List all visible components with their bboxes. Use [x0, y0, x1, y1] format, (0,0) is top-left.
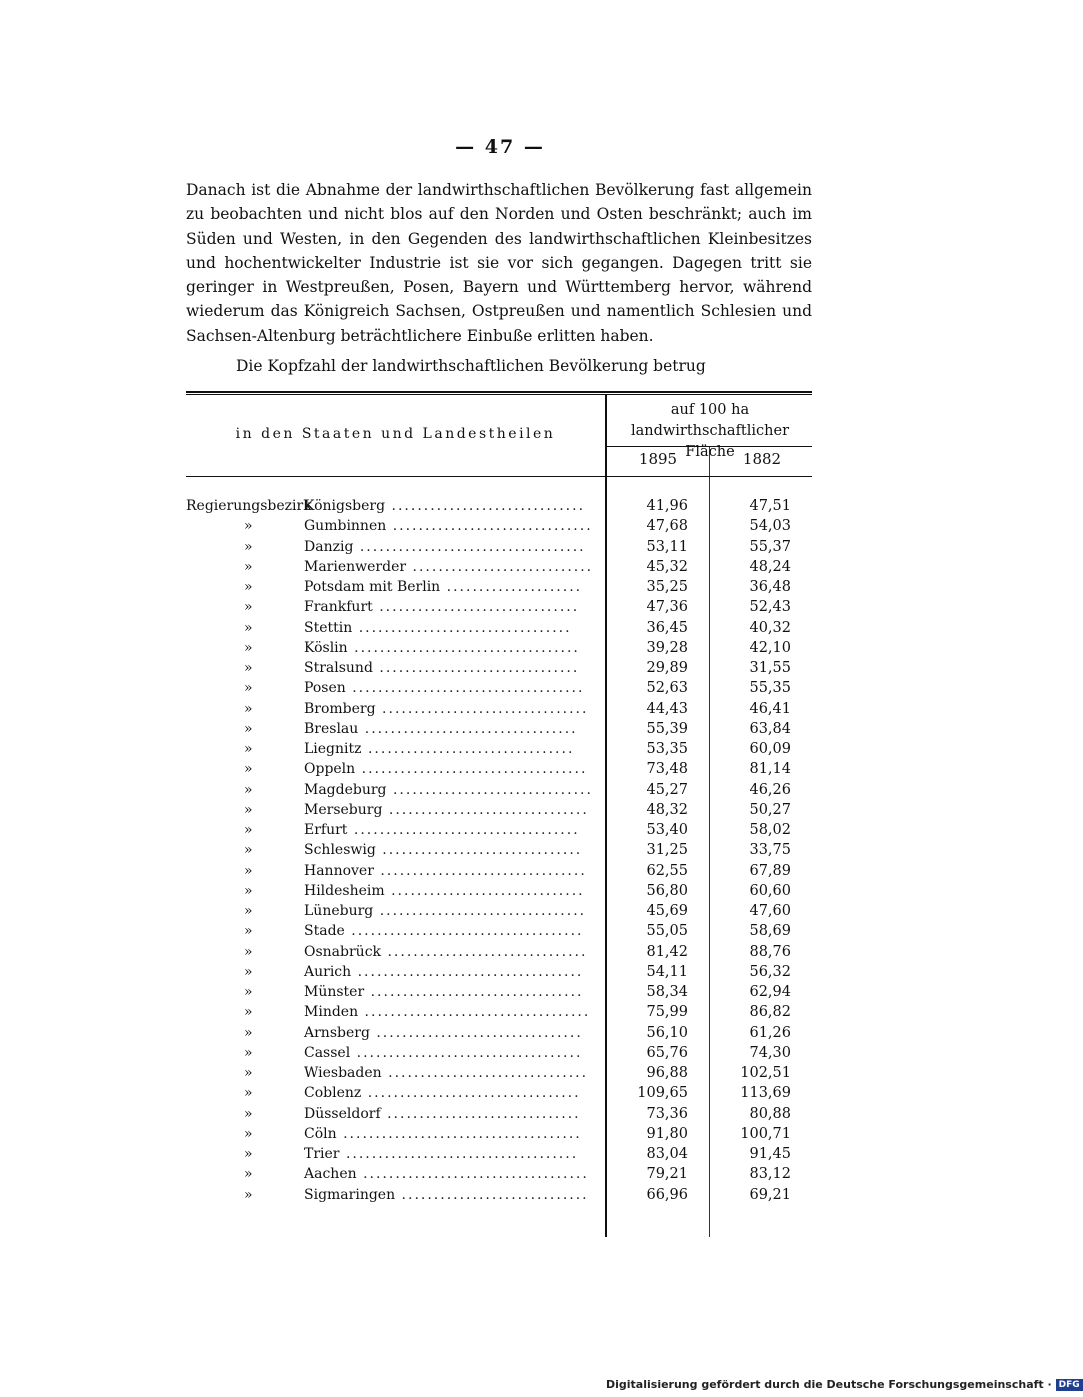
ditto-mark: »	[244, 1125, 253, 1142]
value-1882: 55,37	[749, 538, 791, 555]
row-label	[186, 759, 591, 779]
table-row	[186, 699, 812, 719]
year-header-1882: 1882	[742, 450, 782, 468]
table-row	[186, 1002, 812, 1022]
group-header-line-2: landwirthschaftlicher Fläche	[630, 423, 790, 460]
dot-leader: .............................	[395, 1186, 589, 1203]
row-label	[186, 982, 591, 1002]
row-label	[186, 658, 591, 678]
ditto-mark: »	[244, 1044, 253, 1061]
table-header-rule	[186, 476, 812, 477]
dot-leader: ...................................	[356, 1166, 589, 1183]
region-name: Merseburg	[304, 801, 383, 818]
dot-leader: ...................................	[350, 1044, 583, 1061]
dot-leader: .................................	[358, 720, 578, 737]
value-1895: 79,21	[646, 1166, 688, 1183]
value-1882: 91,45	[749, 1146, 791, 1162]
value-1882: 47,51	[749, 498, 791, 514]
region-name: Aachen	[304, 1166, 357, 1183]
table-row	[186, 800, 812, 820]
region-name: Sigmaringen	[304, 1186, 396, 1203]
ditto-mark: »	[244, 680, 253, 697]
region-name: Aurich	[304, 963, 352, 980]
value-1895: 56,80	[646, 882, 688, 899]
ditto-mark: »	[244, 1186, 253, 1203]
dot-leader: ...................................	[347, 822, 580, 838]
dfg-logo: DFG	[1056, 1379, 1083, 1391]
table-row	[186, 719, 812, 739]
value-1882: 81,14	[749, 761, 791, 778]
region-name: Stettin	[304, 619, 353, 636]
value-1895: 73,36	[646, 1105, 688, 1122]
dot-leader: ................................	[375, 700, 589, 717]
dot-leader: ...................................	[347, 639, 580, 656]
footer-credit	[606, 1378, 1083, 1391]
table-row	[186, 638, 812, 658]
dot-leader: ............................	[406, 558, 594, 575]
row-label	[186, 1083, 591, 1103]
dot-leader: ................................	[373, 903, 587, 919]
row-label	[186, 678, 591, 698]
row-label	[186, 840, 591, 860]
region-name: Danzig	[304, 538, 354, 555]
footer-text: Digitalisierung gefördert durch die Deutsche Forschungsgemeinschaft ·	[606, 1378, 1052, 1391]
dot-leader: .................................	[364, 984, 584, 1000]
value-1882: 54,03	[749, 518, 791, 535]
dot-leader: ...............................	[382, 801, 589, 818]
dot-leader: .....................	[440, 579, 583, 595]
value-1895: 53,35	[646, 741, 688, 757]
value-1895: 55,39	[646, 720, 688, 737]
ditto-mark: »	[244, 1085, 253, 1102]
ditto-mark: »	[244, 1166, 253, 1183]
dot-leader: ...................................	[351, 963, 584, 980]
ditto-mark: »	[244, 1105, 253, 1122]
row-label	[186, 699, 591, 719]
region-name: Cassel	[304, 1044, 351, 1061]
region-name: Düsseldorf	[304, 1105, 381, 1122]
ditto-mark: »	[244, 943, 253, 960]
value-1895: 96,88	[646, 1065, 688, 1081]
dot-leader: ...................................	[355, 761, 588, 778]
ditto-mark: »	[244, 1004, 253, 1021]
ditto-mark: »	[244, 720, 253, 737]
region-name: Posen	[304, 680, 346, 697]
value-1882: 67,89	[749, 862, 791, 879]
value-1882: 60,09	[749, 741, 791, 757]
value-1895: 62,55	[646, 862, 688, 879]
table-row	[186, 1083, 812, 1103]
dot-leader: ....................................	[344, 923, 584, 940]
row-label	[186, 942, 591, 962]
region-name: Gumbinnen	[304, 518, 387, 535]
dot-leader: ................................	[373, 862, 587, 879]
ditto-mark: »	[244, 984, 253, 1000]
ditto-mark: »	[244, 538, 253, 555]
value-1882: 46,41	[749, 700, 791, 717]
region-name: Potsdam mit Berlin	[304, 579, 441, 595]
row-label	[186, 820, 591, 840]
row-label	[186, 1164, 591, 1184]
dot-leader: ...............................	[372, 660, 580, 676]
ditto-mark: »	[244, 660, 253, 676]
ditto-mark: »	[244, 781, 253, 798]
ditto-mark: »	[244, 903, 253, 919]
value-1895: 45,69	[646, 903, 688, 919]
dot-leader: ................................	[369, 1024, 583, 1041]
region-name: Frankfurt	[304, 599, 373, 616]
value-1895: 55,05	[646, 923, 688, 940]
ditto-mark: »	[244, 639, 253, 656]
value-1882: 55,35	[749, 680, 791, 697]
value-1882: 33,75	[749, 842, 791, 859]
group-header-line-1: auf 100 ha	[670, 402, 750, 418]
table-row	[186, 537, 812, 557]
table-row	[186, 1185, 812, 1205]
ditto-mark: »	[244, 518, 253, 535]
region-name: Schleswig	[304, 842, 376, 859]
region-name: Wiesbaden	[304, 1065, 382, 1081]
value-1882: 83,12	[749, 1166, 791, 1183]
region-name: Stralsund	[304, 660, 373, 676]
region-name: Minden	[304, 1004, 359, 1021]
stub-header: in den Staaten und Landestheilen	[235, 426, 556, 442]
value-1895: 31,25	[646, 842, 688, 859]
row-label	[186, 719, 591, 739]
dot-leader: ..............................	[380, 1105, 581, 1122]
region-name: Oppeln	[304, 761, 356, 778]
region-name: Liegnitz	[304, 741, 362, 757]
row-label	[186, 557, 594, 577]
value-1882: 100,71	[740, 1125, 791, 1142]
region-name: Trier	[304, 1146, 340, 1162]
value-1895: 91,80	[646, 1125, 688, 1142]
dot-leader: ...............................	[375, 842, 583, 859]
region-name: Arnsberg	[304, 1024, 370, 1041]
dot-leader: ...................................	[358, 1004, 591, 1021]
region-name: Hildesheim	[304, 882, 385, 899]
dot-leader: ................................	[361, 741, 575, 757]
region-name: Bromberg	[304, 700, 376, 717]
value-1895: 53,11	[646, 538, 688, 555]
table-row	[186, 557, 812, 577]
row-label	[186, 921, 591, 941]
dot-leader: .................................	[361, 1085, 581, 1102]
region-name: Königsberg	[304, 498, 386, 514]
row-label	[186, 1104, 591, 1124]
row-label	[186, 1185, 591, 1205]
row-label	[186, 516, 591, 536]
row-label	[186, 1063, 591, 1083]
value-1882: 50,27	[749, 801, 791, 818]
value-1895: 45,27	[646, 781, 688, 798]
ditto-mark: »	[244, 700, 253, 717]
table-row	[186, 1164, 812, 1184]
year-header-1895: 1895	[638, 450, 678, 468]
table-body	[186, 496, 812, 1205]
table-row	[186, 739, 812, 759]
row-label	[186, 1043, 591, 1063]
dot-leader: ...............................	[386, 518, 593, 535]
ditto-mark: »	[244, 761, 253, 778]
body-paragraph: Danach ist die Abnahme der landwirthschaftlichen Bevölkerung fast allgemein zu beobachten und nicht blos auf den Norden und Osten beschränkt; auch im Süden und Westen, in den Gegenden des landwirthschaftlichen Kleinbesitzes und hochentwickelter Industrie ist sie vor sich gegangen. Dagegen tritt sie geringer in Westpreußen, Posen, Bayern und Württemberg hervor, während wiederum das Königreich Sachsen, Ostpreußen und namentlich Schlesien und Sachsen-Altenburg beträchtlichere Einbuße erlitten haben.	[186, 181, 812, 345]
region-name: Köslin	[304, 639, 348, 656]
region-name: Münster	[304, 984, 365, 1000]
value-1895: 45,32	[646, 558, 688, 575]
row-label	[186, 1124, 591, 1144]
table-row	[186, 962, 812, 982]
value-1882: 102,51	[740, 1065, 791, 1081]
value-1895: 53,40	[646, 822, 688, 838]
row-label	[186, 1023, 591, 1043]
ditto-mark: »	[244, 1146, 253, 1162]
row-label	[186, 962, 591, 982]
row-label	[186, 618, 591, 638]
table-row	[186, 861, 812, 881]
row-label	[186, 780, 591, 800]
value-1882: 69,21	[749, 1186, 791, 1203]
table-row	[186, 820, 812, 840]
row-label	[186, 1144, 591, 1164]
value-1882: 58,69	[749, 923, 791, 940]
region-name: Cöln	[304, 1125, 337, 1142]
table-row	[186, 1063, 812, 1083]
dot-leader: ....................................	[339, 1146, 579, 1162]
dot-leader: ...............................	[386, 781, 593, 798]
value-1895: 36,45	[646, 619, 688, 636]
dot-leader: ..............................	[385, 498, 586, 514]
value-1895: 81,42	[646, 943, 688, 960]
value-1895: 47,36	[646, 599, 688, 616]
row-label	[186, 597, 591, 617]
ditto-mark: »	[244, 558, 253, 575]
table-row	[186, 577, 812, 597]
value-1895: 48,32	[646, 801, 688, 818]
table-row	[186, 496, 812, 516]
value-1882: 52,43	[749, 599, 791, 616]
ditto-mark: »	[244, 862, 253, 879]
ditto-mark: »	[244, 923, 253, 940]
table-row	[186, 597, 812, 617]
value-1895: 83,04	[646, 1146, 688, 1162]
ditto-mark: »	[244, 619, 253, 636]
table-row	[186, 1144, 812, 1164]
table-row	[186, 881, 812, 901]
row-prefix: Regierungsbezirk	[186, 498, 312, 514]
region-name: Magdeburg	[304, 781, 387, 798]
value-1882: 63,84	[749, 720, 791, 737]
value-1882: 60,60	[749, 882, 791, 899]
value-1895: 52,63	[646, 680, 688, 697]
row-label	[186, 496, 591, 516]
dot-leader: ...............................	[381, 943, 588, 960]
row-label	[186, 800, 591, 820]
dot-leader: .....................................	[336, 1125, 582, 1142]
value-1895: 65,76	[646, 1044, 688, 1061]
value-1882: 86,82	[749, 1004, 791, 1021]
row-label	[186, 901, 591, 921]
region-name: Erfurt	[304, 822, 348, 838]
row-label	[186, 577, 591, 597]
ditto-mark: »	[244, 882, 253, 899]
ditto-mark: »	[244, 963, 253, 980]
ditto-mark: »	[244, 801, 253, 818]
value-1895: 73,48	[646, 761, 688, 778]
value-1895: 75,99	[646, 1004, 688, 1021]
ditto-mark: »	[244, 842, 253, 859]
table-row	[186, 840, 812, 860]
ditto-mark: »	[244, 1065, 253, 1081]
ditto-mark: »	[244, 599, 253, 616]
ditto-mark: »	[244, 1024, 253, 1041]
row-label	[186, 638, 591, 658]
dot-leader: ...................................	[353, 538, 586, 555]
row-label	[186, 537, 591, 557]
region-name: Stade	[304, 923, 345, 940]
value-1895: 54,11	[646, 963, 688, 980]
table-row	[186, 1023, 812, 1043]
row-label	[186, 881, 591, 901]
value-1882: 61,26	[749, 1024, 791, 1041]
value-1882: 36,48	[749, 579, 791, 595]
value-1882: 31,55	[749, 660, 791, 676]
value-1895: 47,68	[646, 518, 688, 535]
value-1882: 47,60	[749, 903, 791, 919]
page-number: — 47 —	[455, 136, 545, 158]
dot-leader: .................................	[352, 619, 572, 636]
value-1882: 46,26	[749, 781, 791, 798]
region-name: Lüneburg	[304, 903, 374, 919]
value-1882: 74,30	[749, 1044, 791, 1061]
ditto-mark: »	[244, 741, 253, 757]
dot-leader: ....................................	[345, 680, 585, 697]
table-row	[186, 780, 812, 800]
region-name: Marienwerder	[304, 558, 407, 575]
dot-leader: ..............................	[384, 882, 585, 899]
value-1895: 35,25	[646, 579, 688, 595]
value-1882: 56,32	[749, 963, 791, 980]
ditto-mark: »	[244, 579, 253, 595]
table-row	[186, 678, 812, 698]
value-1895: 44,43	[646, 700, 688, 717]
table-row	[186, 1104, 812, 1124]
value-1882: 58,02	[749, 822, 791, 838]
region-name: Osnabrück	[304, 943, 382, 960]
table-row	[186, 759, 812, 779]
value-1882: 42,10	[749, 639, 791, 656]
value-1895: 66,96	[646, 1186, 688, 1203]
table-row	[186, 942, 812, 962]
table-row	[186, 901, 812, 921]
row-label	[186, 1002, 591, 1022]
table-top-rule	[186, 391, 812, 395]
value-1895: 39,28	[646, 639, 688, 656]
row-label	[186, 739, 591, 759]
value-1882: 48,24	[749, 558, 791, 575]
table-row	[186, 618, 812, 638]
value-1895: 56,10	[646, 1024, 688, 1041]
value-1882: 80,88	[749, 1105, 791, 1122]
dot-leader: ...............................	[381, 1065, 589, 1081]
ditto-mark: »	[244, 822, 253, 838]
table-row	[186, 1043, 812, 1063]
value-1882: 62,94	[749, 984, 791, 1000]
table-row	[186, 982, 812, 1002]
table-row	[186, 516, 812, 536]
region-name: Coblenz	[304, 1085, 362, 1102]
value-1895: 109,65	[637, 1085, 688, 1102]
dot-leader: ...............................	[372, 599, 580, 616]
table-row	[186, 921, 812, 941]
value-1882: 40,32	[749, 619, 791, 636]
region-name: Breslau	[304, 720, 359, 737]
value-1895: 58,34	[646, 984, 688, 1000]
table-caption: Die Kopfzahl der landwirthschaftlichen Bevölkerung betrug	[236, 357, 706, 375]
value-1882: 113,69	[740, 1085, 791, 1102]
table-row	[186, 658, 812, 678]
table-row	[186, 1124, 812, 1144]
row-label	[186, 861, 591, 881]
value-1895: 29,89	[646, 660, 688, 676]
value-1882: 88,76	[749, 943, 791, 960]
region-name: Hannover	[304, 862, 374, 879]
value-1895: 41,96	[646, 498, 688, 514]
